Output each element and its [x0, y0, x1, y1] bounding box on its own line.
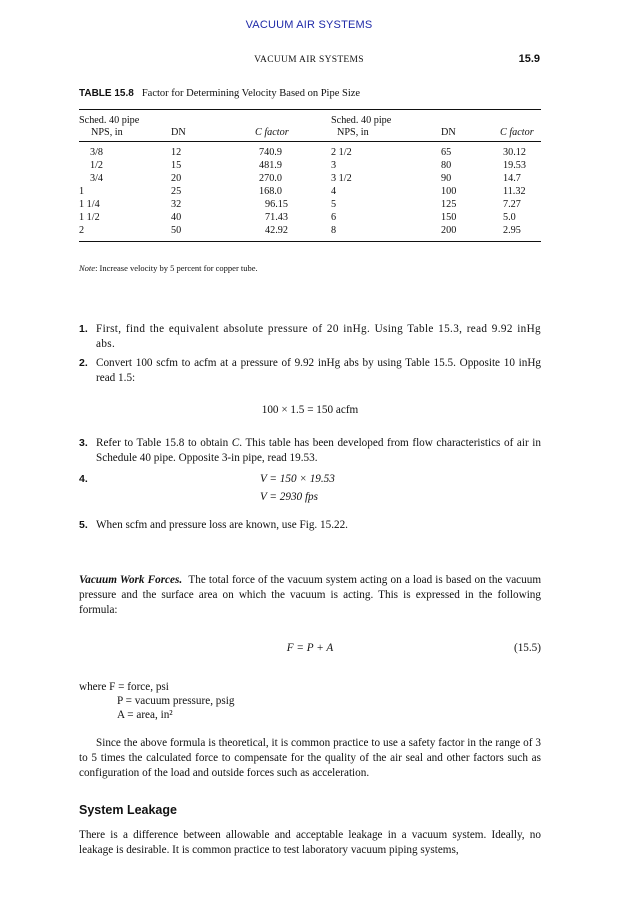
step-text: First, find the equivalent absolute pressure of 20 inHg. Using Table 15.3, read 9.92 inHg abs. — [96, 323, 541, 350]
cell-nps-left: 1 1/4 — [79, 199, 100, 210]
where-word: where — [79, 681, 107, 693]
cell-nps-right: 6 — [331, 212, 337, 223]
col-group-right-title: Sched. 40 pipe — [331, 115, 392, 126]
book-banner-title: VACUUM AIR SYSTEMS — [245, 19, 373, 31]
cell-dn-right: 125 — [441, 199, 457, 210]
note-label: Note — [79, 263, 96, 273]
cell-cfactor-left: 71.43 — [265, 212, 288, 223]
table-row — [79, 211, 541, 224]
cell-dn-left: 15 — [171, 160, 182, 171]
cell-cfactor-right: 14.7 — [503, 173, 521, 184]
step-5 — [79, 518, 541, 533]
cell-dn-right: 65 — [441, 147, 452, 158]
cell-nps-right: 2 1/2 — [331, 147, 352, 158]
variable-definitions — [79, 680, 234, 722]
table-row — [79, 198, 541, 211]
cell-nps-right: 3 — [331, 160, 337, 171]
equation-number: (15.5) — [513, 642, 541, 654]
formula: F = P + A — [286, 642, 334, 654]
cell-cfactor-left: 740.9 — [259, 147, 282, 158]
col-header-dn-left: DN — [135, 127, 220, 142]
table-label: TABLE 15.8 — [79, 88, 134, 99]
col-header-cfactor-right: C factor — [475, 127, 541, 142]
def-pressure: P = vacuum pressure, psig — [117, 695, 235, 707]
step-text-c: C — [231, 437, 240, 449]
cell-dn-left: 20 — [171, 173, 182, 184]
table-row — [79, 172, 541, 185]
def-force: F = force, psi — [109, 681, 169, 693]
step-2-equation: 100 × 1.5 = 150 acfm — [261, 404, 359, 416]
cell-nps-right: 8 — [331, 225, 337, 236]
cell-nps-left: 2 — [79, 225, 85, 236]
cell-nps-right: 3 1/2 — [331, 173, 352, 184]
table-row — [79, 142, 541, 160]
procedure-steps — [79, 322, 541, 533]
table-row — [79, 224, 541, 242]
step-1 — [79, 322, 541, 352]
cell-dn-right: 150 — [441, 212, 457, 223]
cell-cfactor-left: 96.15 — [265, 199, 288, 210]
table-row — [79, 159, 541, 172]
cell-cfactor-left: 481.9 — [259, 160, 282, 171]
cell-dn-left: 50 — [171, 225, 182, 236]
step-3 — [79, 436, 541, 466]
def-area: A = area, in² — [117, 709, 173, 721]
page-number: 15.9 — [518, 53, 540, 65]
section-heading-system-leakage: System Leakage — [79, 803, 177, 817]
step-text: Convert 100 scfm to acfm at a pressure of 9.92 inHg abs by using Table 15.5. Opposite 10 inHg read 1.5: — [96, 357, 541, 384]
leakage-paragraph: There is a difference between allowable and acceptable leakage in a vacuum system. Ideally, no leakage is desirable. It is common practice to test laboratory vacuum piping systems, — [79, 829, 541, 856]
cell-nps-right: 5 — [331, 199, 337, 210]
step-text: When scfm and pressure loss are known, use Fig. 15.22. — [96, 519, 348, 531]
cell-nps-left: 3/4 — [90, 173, 104, 184]
cell-dn-left: 12 — [171, 147, 182, 158]
cell-cfactor-right: 30.12 — [503, 147, 526, 158]
cell-nps-left: 1 1/2 — [79, 212, 100, 223]
cell-dn-left: 25 — [171, 186, 182, 197]
cell-cfactor-right: 19.53 — [503, 160, 526, 171]
col-header-nps-right: NPS, in — [331, 127, 403, 142]
step-text-b: . This table has been developed from flow characteristics of air in Schedule 40 pipe. Opposite 3-in pipe, read 19.53. — [96, 437, 541, 464]
table-note — [79, 263, 541, 273]
cell-dn-right: 80 — [441, 160, 452, 171]
col-header-cfactor-left: C factor — [220, 127, 331, 142]
cell-cfactor-left: 270.0 — [259, 173, 282, 184]
running-head: VACUUM AIR SYSTEMS — [254, 55, 364, 65]
note-text: : Increase velocity by 5 percent for copper tube. — [95, 263, 258, 273]
col-header-dn-right: DN — [403, 127, 475, 142]
cell-cfactor-right: 11.32 — [503, 186, 526, 197]
cell-dn-right: 100 — [441, 186, 457, 197]
safety-factor-paragraph: Since the above formula is theoretical, it is common practice to use a safety factor in the range of 3 to 5 times the calculated force to compensate for the quality of the air seal and other factors such as configuration of the load and outside forces such as acceleration. — [79, 737, 541, 779]
step-number: 1. — [79, 323, 88, 335]
cell-dn-right: 90 — [441, 173, 452, 184]
vacuum-work-paragraph — [79, 573, 541, 618]
step-4 — [79, 472, 541, 516]
cell-nps-left: 1/2 — [90, 160, 104, 171]
cell-nps-right: 4 — [331, 186, 337, 197]
cell-cfactor-left: 168.0 — [259, 186, 282, 197]
cell-dn-left: 40 — [171, 212, 182, 223]
cell-cfactor-left: 42.92 — [265, 225, 288, 236]
step-number: 2. — [79, 357, 88, 369]
cell-cfactor-right: 7.27 — [503, 199, 521, 210]
table-row — [79, 185, 541, 198]
cell-dn-left: 32 — [171, 199, 182, 210]
table-caption — [79, 88, 541, 99]
col-header-nps-left: NPS, in — [79, 127, 135, 142]
step-number: 3. — [79, 437, 88, 449]
table-caption-text: Factor for Determining Velocity Based on Pipe Size — [141, 88, 361, 99]
step-2 — [79, 356, 541, 386]
cell-nps-left: 3/8 — [90, 147, 104, 158]
step-text-a: Refer to Table 15.8 to obtain — [96, 437, 232, 449]
velocity-factor-table — [79, 109, 541, 242]
cell-nps-left: 1 — [79, 186, 85, 197]
step-4-equation-1: V = 150 × 19.53 — [260, 473, 335, 485]
cell-dn-right: 200 — [441, 225, 457, 236]
step-4-equation-2: V = 2930 fps — [260, 491, 319, 503]
step-number: 4. — [79, 473, 88, 485]
cell-cfactor-right: 5.0 — [503, 212, 516, 223]
vacuum-work-runin-heading: Vacuum Work Forces. — [79, 574, 183, 586]
step-number: 5. — [79, 519, 88, 531]
vacuum-work-text: The total force of the vacuum system acting on a load is based on the vacuum pressure and the surface area on which the vacuum is acting. This is expressed in the following formula: — [79, 574, 542, 616]
col-group-left-title: Sched. 40 pipe — [79, 115, 140, 126]
cell-cfactor-right: 2.95 — [503, 225, 521, 236]
